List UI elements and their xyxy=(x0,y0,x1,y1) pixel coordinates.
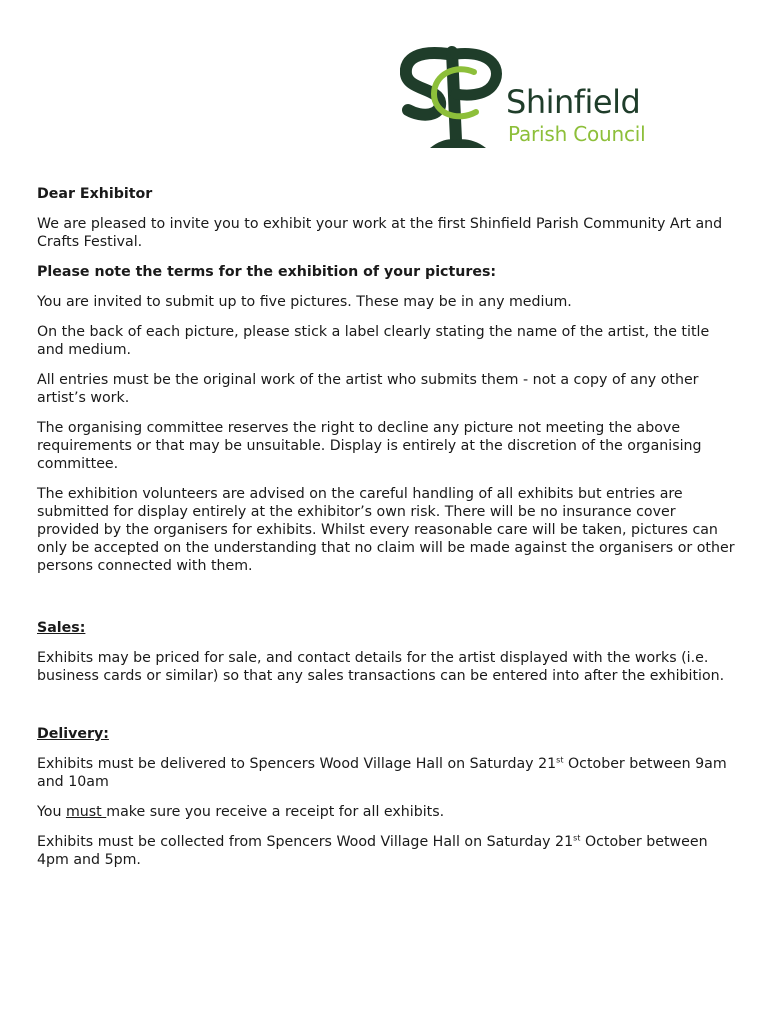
delivery-1-text-b: October between 9am and 10am xyxy=(37,756,727,790)
delivery-2-text-b: make sure you receive a receipt for all exhibits. xyxy=(106,804,445,820)
logo-title: Shinfield xyxy=(506,83,641,121)
sales-paragraph: Exhibits may be priced for sale, and contact details for the artist displayed with the works (i.e. business cards or similar) so that any sales transactions can be entered into after the exhibition. xyxy=(37,650,725,684)
intro-paragraph: We are pleased to invite you to exhibit your work at the first Shinfield Parish Community Art and Crafts Festival. xyxy=(37,216,723,250)
salutation: Dear Exhibitor xyxy=(37,186,153,202)
sales-heading: Sales: xyxy=(37,620,86,636)
terms-heading: Please note the terms for the exhibition of your pictures: xyxy=(37,264,497,280)
delivery-1-text-a: Exhibits must be delivered to Spencers Wood Village Hall on Saturday 21 xyxy=(37,756,557,772)
terms-paragraph-1: You are invited to submit up to five pictures. These may be in any medium. xyxy=(37,294,572,310)
delivery-1-ordinal: st xyxy=(556,755,564,765)
terms-paragraph-5: The exhibition volunteers are advised on the careful handling of all exhibits but entries are submitted for display entirely at the exhibitor’s own risk. There will be no insurance cover provided by the organisers for exhibits. Whilst every reasonable care will be taken, pictures can only be accepted on the understanding that no claim will be made against the organisers or other persons connected with them. xyxy=(37,486,735,574)
delivery-3-text-a: Exhibits must be collected from Spencers Wood Village Hall on Saturday 21 xyxy=(37,834,574,850)
letter-body xyxy=(37,185,737,881)
logo-subtitle: Parish Council xyxy=(508,122,646,146)
delivery-paragraph-1 xyxy=(37,755,737,791)
council-logo xyxy=(400,44,690,154)
delivery-2-text-a: You xyxy=(37,804,66,820)
delivery-paragraph-3 xyxy=(37,833,737,869)
delivery-3-text-b: October between 4pm and 5pm. xyxy=(37,834,708,868)
delivery-heading: Delivery: xyxy=(37,726,109,742)
terms-paragraph-2: On the back of each picture, please stick a label clearly stating the name of the artist, the title and medium. xyxy=(37,324,710,358)
delivery-3-ordinal: st xyxy=(573,833,581,843)
terms-paragraph-3: All entries must be the original work of the artist who submits them - not a copy of any other artist’s work. xyxy=(37,372,699,406)
delivery-paragraph-2 xyxy=(37,803,737,821)
terms-paragraph-4: The organising committee reserves the right to decline any picture not meeting the above requirements or that may be unsuitable. Display is entirely at the discretion of the organising committee. xyxy=(37,420,702,472)
delivery-2-emphasis: must xyxy=(65,804,107,820)
sp-monogram-tree-logo-icon xyxy=(400,44,510,154)
